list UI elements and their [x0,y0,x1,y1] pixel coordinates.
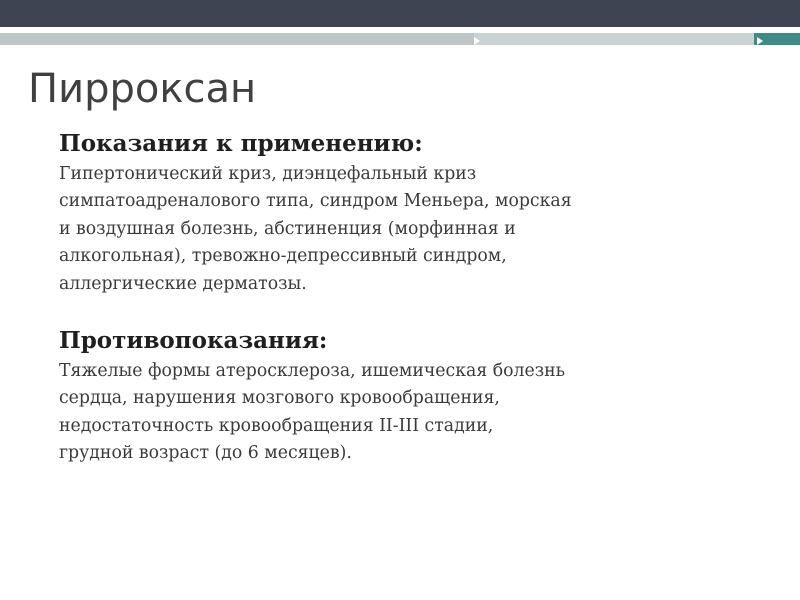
contraindications-text: Тяжелые формы атеросклероза, ишемическая болезнь сердца, нарушения мозгового кровообращения, недостаточность кровообращения II-III стадии, грудной возраст (до 6 месяцев). [59,361,566,464]
contraindications-heading: Противопоказания: [59,327,328,355]
top-decorative-bar [0,0,800,27]
slide-content [59,127,759,468]
slide-title: Пирроксан [28,66,257,112]
accent-tab-light [474,33,754,45]
triangle-marker-icon [474,37,480,45]
indications-heading: Показания к применению: [59,130,423,157]
indications-text: Гипертонический криз, диэнцефальный криз симпатоадреналового типа, синдром Меньера, морская и воздушная болезнь, абстиненция (морфинная и алкогольная), тревожно-депрессивный синдром, аллергические дерматозы. [59,164,572,294]
triangle-marker-right-icon [757,37,763,45]
section-spacer [59,298,759,324]
